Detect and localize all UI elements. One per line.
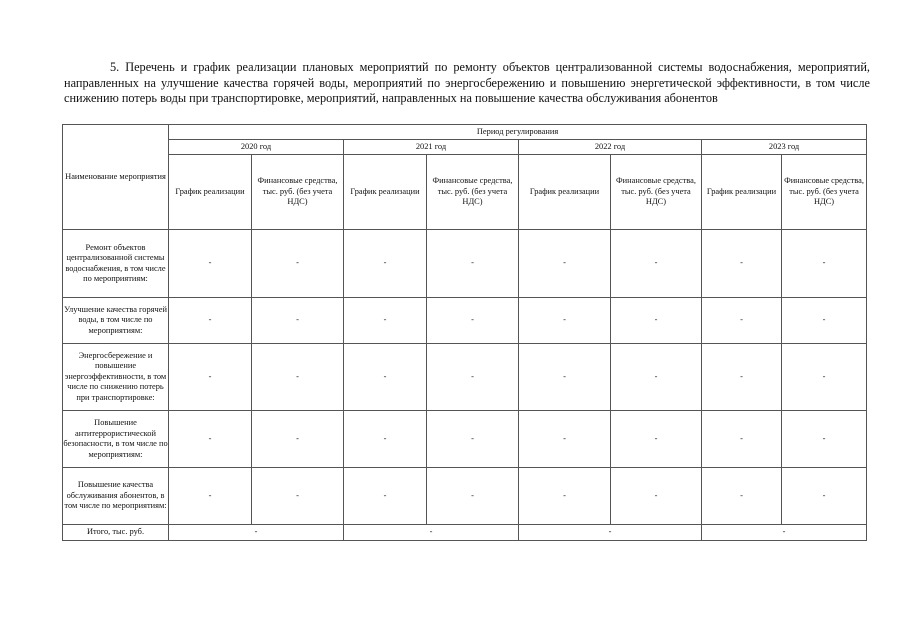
table-cell: - bbox=[252, 344, 344, 411]
total-cell: - bbox=[169, 525, 344, 541]
table-cell: - bbox=[611, 468, 702, 525]
table-cell: - bbox=[702, 344, 782, 411]
table-cell: - bbox=[611, 298, 702, 344]
table-cell: - bbox=[427, 298, 519, 344]
table-cell: - bbox=[702, 298, 782, 344]
row-name: Ремонт объектов централизованной системы водоснабжения, в том числе по мероприятиям: bbox=[63, 230, 169, 298]
row-name: Повышение качества обслуживания абонентов, в том числе по мероприятиям: bbox=[63, 468, 169, 525]
table-cell: - bbox=[427, 411, 519, 468]
table-row bbox=[63, 230, 867, 298]
year-header: 2022 год bbox=[519, 140, 702, 155]
section-heading bbox=[64, 60, 870, 107]
table-cell: - bbox=[782, 411, 867, 468]
table-cell: - bbox=[344, 230, 427, 298]
table-cell: - bbox=[252, 230, 344, 298]
table-cell: - bbox=[169, 230, 252, 298]
table-cell: - bbox=[782, 230, 867, 298]
table-row bbox=[63, 468, 867, 525]
total-label: Итого, тыс. руб. bbox=[63, 525, 169, 541]
table-cell: - bbox=[252, 468, 344, 525]
year-header: 2021 год bbox=[344, 140, 519, 155]
schedule-header: График реализации bbox=[702, 155, 782, 230]
funds-header: Финансовые средства, тыс. руб. (без учета НДС) bbox=[252, 155, 344, 230]
table-cell: - bbox=[344, 298, 427, 344]
schedule-header: График реализации bbox=[344, 155, 427, 230]
table-cell: - bbox=[427, 344, 519, 411]
table-cell: - bbox=[344, 468, 427, 525]
year-header: 2020 год bbox=[169, 140, 344, 155]
year-header: 2023 год bbox=[702, 140, 867, 155]
table-cell: - bbox=[344, 411, 427, 468]
name-column-header: Наименование мероприятия bbox=[63, 125, 169, 230]
funds-header: Финансовые средства, тыс. руб. (без учета НДС) bbox=[782, 155, 867, 230]
header-row-years bbox=[63, 140, 867, 155]
total-cell: - bbox=[519, 525, 702, 541]
total-row bbox=[63, 525, 867, 541]
table-cell: - bbox=[519, 298, 611, 344]
table-cell: - bbox=[611, 411, 702, 468]
table-cell: - bbox=[519, 344, 611, 411]
activities-table bbox=[62, 124, 867, 541]
row-name: Повышение антитеррористической безопасности, в том числе по мероприятиям: bbox=[63, 411, 169, 468]
table-cell: - bbox=[169, 411, 252, 468]
table-cell: - bbox=[169, 468, 252, 525]
table-cell: - bbox=[169, 298, 252, 344]
table-cell: - bbox=[427, 230, 519, 298]
row-name: Энергосбережение и повышение энергоэффективности, в том числе по снижению потерь при транспортировке: bbox=[63, 344, 169, 411]
row-name: Улучшение качества горячей воды, в том числе по мероприятиям: bbox=[63, 298, 169, 344]
table-cell: - bbox=[702, 411, 782, 468]
header-row-period bbox=[63, 125, 867, 140]
table-cell: - bbox=[519, 468, 611, 525]
table-cell: - bbox=[427, 468, 519, 525]
header-row-subcolumns bbox=[63, 155, 867, 230]
table-cell: - bbox=[782, 344, 867, 411]
table-cell: - bbox=[169, 344, 252, 411]
total-cell: - bbox=[344, 525, 519, 541]
period-header: Период регулирования bbox=[169, 125, 867, 140]
table-cell: - bbox=[782, 468, 867, 525]
table-cell: - bbox=[252, 298, 344, 344]
table-row bbox=[63, 298, 867, 344]
table-cell: - bbox=[519, 230, 611, 298]
table-cell: - bbox=[702, 468, 782, 525]
funds-header: Финансовые средства, тыс. руб. (без учета НДС) bbox=[611, 155, 702, 230]
heading-text: 5. Перечень и график реализации плановых мероприятий по ремонту объектов централизованной системы водоснабжения, мероприятий, направленных на улучшение качества горячей воды, мероприятий по энергосбережению и повышению энергетической эффективности, в том числе снижению потерь воды при транспортировке, мероприятий, направленных на повышение качества обслуживания абонентов bbox=[64, 60, 870, 106]
table-cell: - bbox=[782, 298, 867, 344]
total-cell: - bbox=[702, 525, 867, 541]
table-cell: - bbox=[344, 344, 427, 411]
table-cell: - bbox=[519, 411, 611, 468]
schedule-header: График реализации bbox=[519, 155, 611, 230]
table-row bbox=[63, 411, 867, 468]
table-cell: - bbox=[611, 344, 702, 411]
table-row bbox=[63, 344, 867, 411]
table-cell: - bbox=[702, 230, 782, 298]
schedule-header: График реализации bbox=[169, 155, 252, 230]
table-cell: - bbox=[252, 411, 344, 468]
funds-header: Финансовые средства, тыс. руб. (без учета НДС) bbox=[427, 155, 519, 230]
table-cell: - bbox=[611, 230, 702, 298]
